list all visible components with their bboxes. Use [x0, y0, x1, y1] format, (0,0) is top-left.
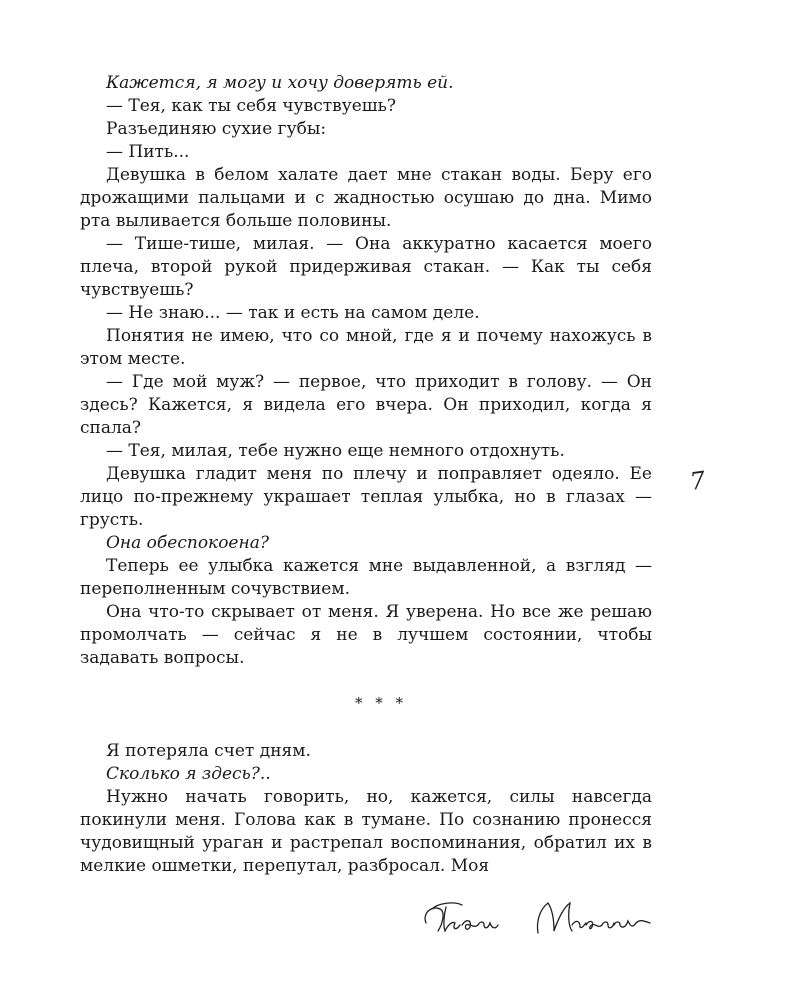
paragraph: Теперь ее улыбка кажется мне выдавленной, а взгляд — переполненным сочувствием.	[80, 556, 652, 599]
paragraph: Девушка в белом халате дает мне стакан воды. Беру его дрожащими пальцами и с жадностью осушаю до дна. Мимо рта выливается больше половины.	[80, 165, 652, 231]
text-block-after-separator	[80, 740, 652, 878]
paragraph: Я потеряла счет дням.	[106, 741, 311, 761]
paragraph: Разъединяю сухие губы:	[106, 119, 327, 139]
author-signature	[418, 895, 658, 945]
text-block-before-separator	[80, 72, 652, 670]
paragraph: — Тея, как ты себя чувствуешь?	[106, 96, 396, 116]
italic-paragraph: Сколько я здесь?..	[106, 764, 271, 784]
paragraph: — Где мой муж? — первое, что приходит в голову. — Он здесь? Кажется, я видела его вчера. Он приходил, когда я спала?	[80, 372, 652, 438]
book-page-text	[80, 72, 652, 878]
paragraph: Нужно начать говорить, но, кажется, силы навсегда покинули меня. Голова как в тумане. По сознанию пронесся чудовищный ураган и растрепал воспоминания, обратил их в мелкие ошметки, перепутал, разбросал. Моя	[80, 787, 652, 876]
paragraph: Она что-то скрывает от меня. Я уверена. Но все же решаю промолчать — сейчас я не в лучшем состоянии, чтобы задавать вопросы.	[80, 602, 652, 668]
signature-icon	[418, 895, 658, 945]
paragraph: Понятия не имею, что со мной, где я и почему нахожусь в этом месте.	[80, 326, 652, 369]
page-number: 7	[688, 466, 708, 496]
paragraph: — Пить...	[106, 142, 190, 162]
section-separator: * * *	[354, 694, 408, 712]
paragraph: — Не знаю... — так и есть на самом деле.	[106, 303, 480, 323]
italic-paragraph: Кажется, я могу и хочу доверять ей.	[106, 73, 454, 93]
paragraph: Девушка гладит меня по плечу и поправляет одеяло. Ее лицо по-прежнему украшает теплая улыбка, но в глазах — грусть.	[80, 464, 652, 530]
paragraph: — Тея, милая, тебе нужно еще немного отдохнуть.	[106, 441, 565, 461]
paragraph: — Тише-тише, милая. — Она аккуратно касается моего плеча, второй рукой придерживая стакан. — Как ты себя чувствуешь?	[80, 234, 652, 300]
italic-paragraph: Она обеспокоена?	[106, 533, 269, 553]
